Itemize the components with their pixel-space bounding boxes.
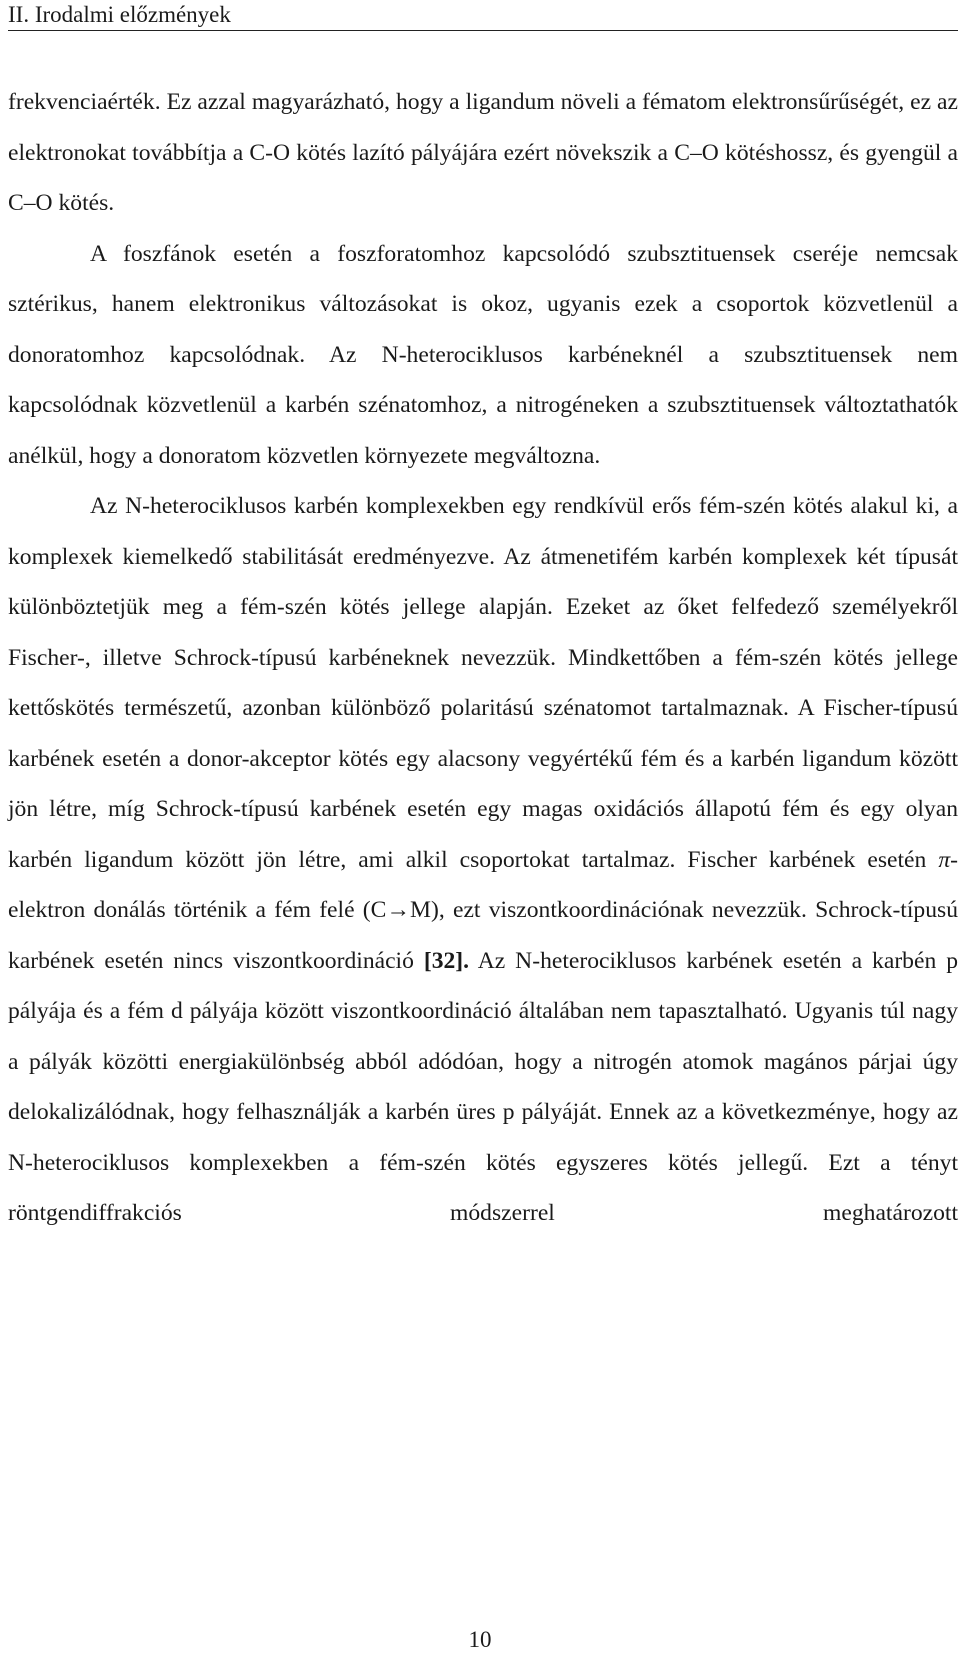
paragraph-3 [8,481,958,1239]
pi-symbol: π [938,846,951,873]
paragraph-3-part-3: Az N-heterociklusos karbének esetén a karbén p pályája és a fém d pályája között viszontkoordináció általában nem tapasztalható. Ugyanis túl nagy a pályák közötti energiakülönbség abból adódóan, hogy a nitrogén atomok magános párjai úgy delokalizálódnak, hogy felhasználják a karbén üres p pályáját. Ennek az a következménye, hogy az N-heterociklusos komplexekben a fém-szén kötés egyszeres kötés jellegű. Ezt a tényt röntgendiffrakciós módszerrel meghatározott [8,947,958,1226]
paragraph-1: frekvenciaérték. Ez azzal magyarázható, hogy a ligandum növeli a fématom elektronsűrűségét, ez az elektronokat továbbítja a C-O kötés lazító pályájára ezért növekszik a C–O kötéshossz, és gyengül a C–O kötés. [8,89,958,216]
chapter-title: II. Irodalmi előzmények [8,2,231,27]
page-number: 10 [468,1627,492,1652]
citation: [32]. [423,947,470,974]
paragraph-3-part-2: -elektron donálás történik a fém felé (C→M), ezt viszontkoordinációnak nevezzük. Schrock-típusú karbének esetén nincs viszontkoordináció [8,846,958,974]
paragraph-2: A foszfánok esetén a foszforatomhoz kapcsolódó szubsztituensek cseréje nemcsak sztérikus, hanem elektronikus változásokat is okoz, ugyanis ezek a csoportok közvetlenül a donoratomhoz kapcsolódnak. Az N-heterociklusos karbéneknél a szubsztituensek nem kapcsolódnak közvetlenül a karbén szénatomhoz, a nitrogéneken a szubsztituensek változtathatók anélkül, hogy a donoratom közvetlen környezete megváltozna. [8,240,958,469]
paragraph-3-part-1: Az N-heterociklusos karbén komplexekben egy rendkívül erős fém-szén kötés alakul ki, a komplexek kiemelkedő stabilitását eredményezve. Az átmenetifém karbén komplexek két típusát különböztetjük meg a fém-szén kötés jellege alapján. Ezeket az őket felfedező személyekről Fischer-, illetve Schrock-típusú karbéneknek nevezzük. Mindkettőben a fém-szén kötés jellege kettőskötés természetű, azonban különböző polaritású szénatomot tartalmaznak. A Fischer-típusú karbének esetén a donor-akceptor kötés egy alacsony vegyértékű fém és a karbén ligandum között jön létre, míg Schrock-típusú karbének esetén egy magas oxidációs állapotú fém és egy olyan karbén ligandum között jön létre, ami alkil csoportokat tartalmaz. Fischer karbének esetén [8,493,958,873]
body-text [8,77,958,1239]
running-header [8,0,958,31]
